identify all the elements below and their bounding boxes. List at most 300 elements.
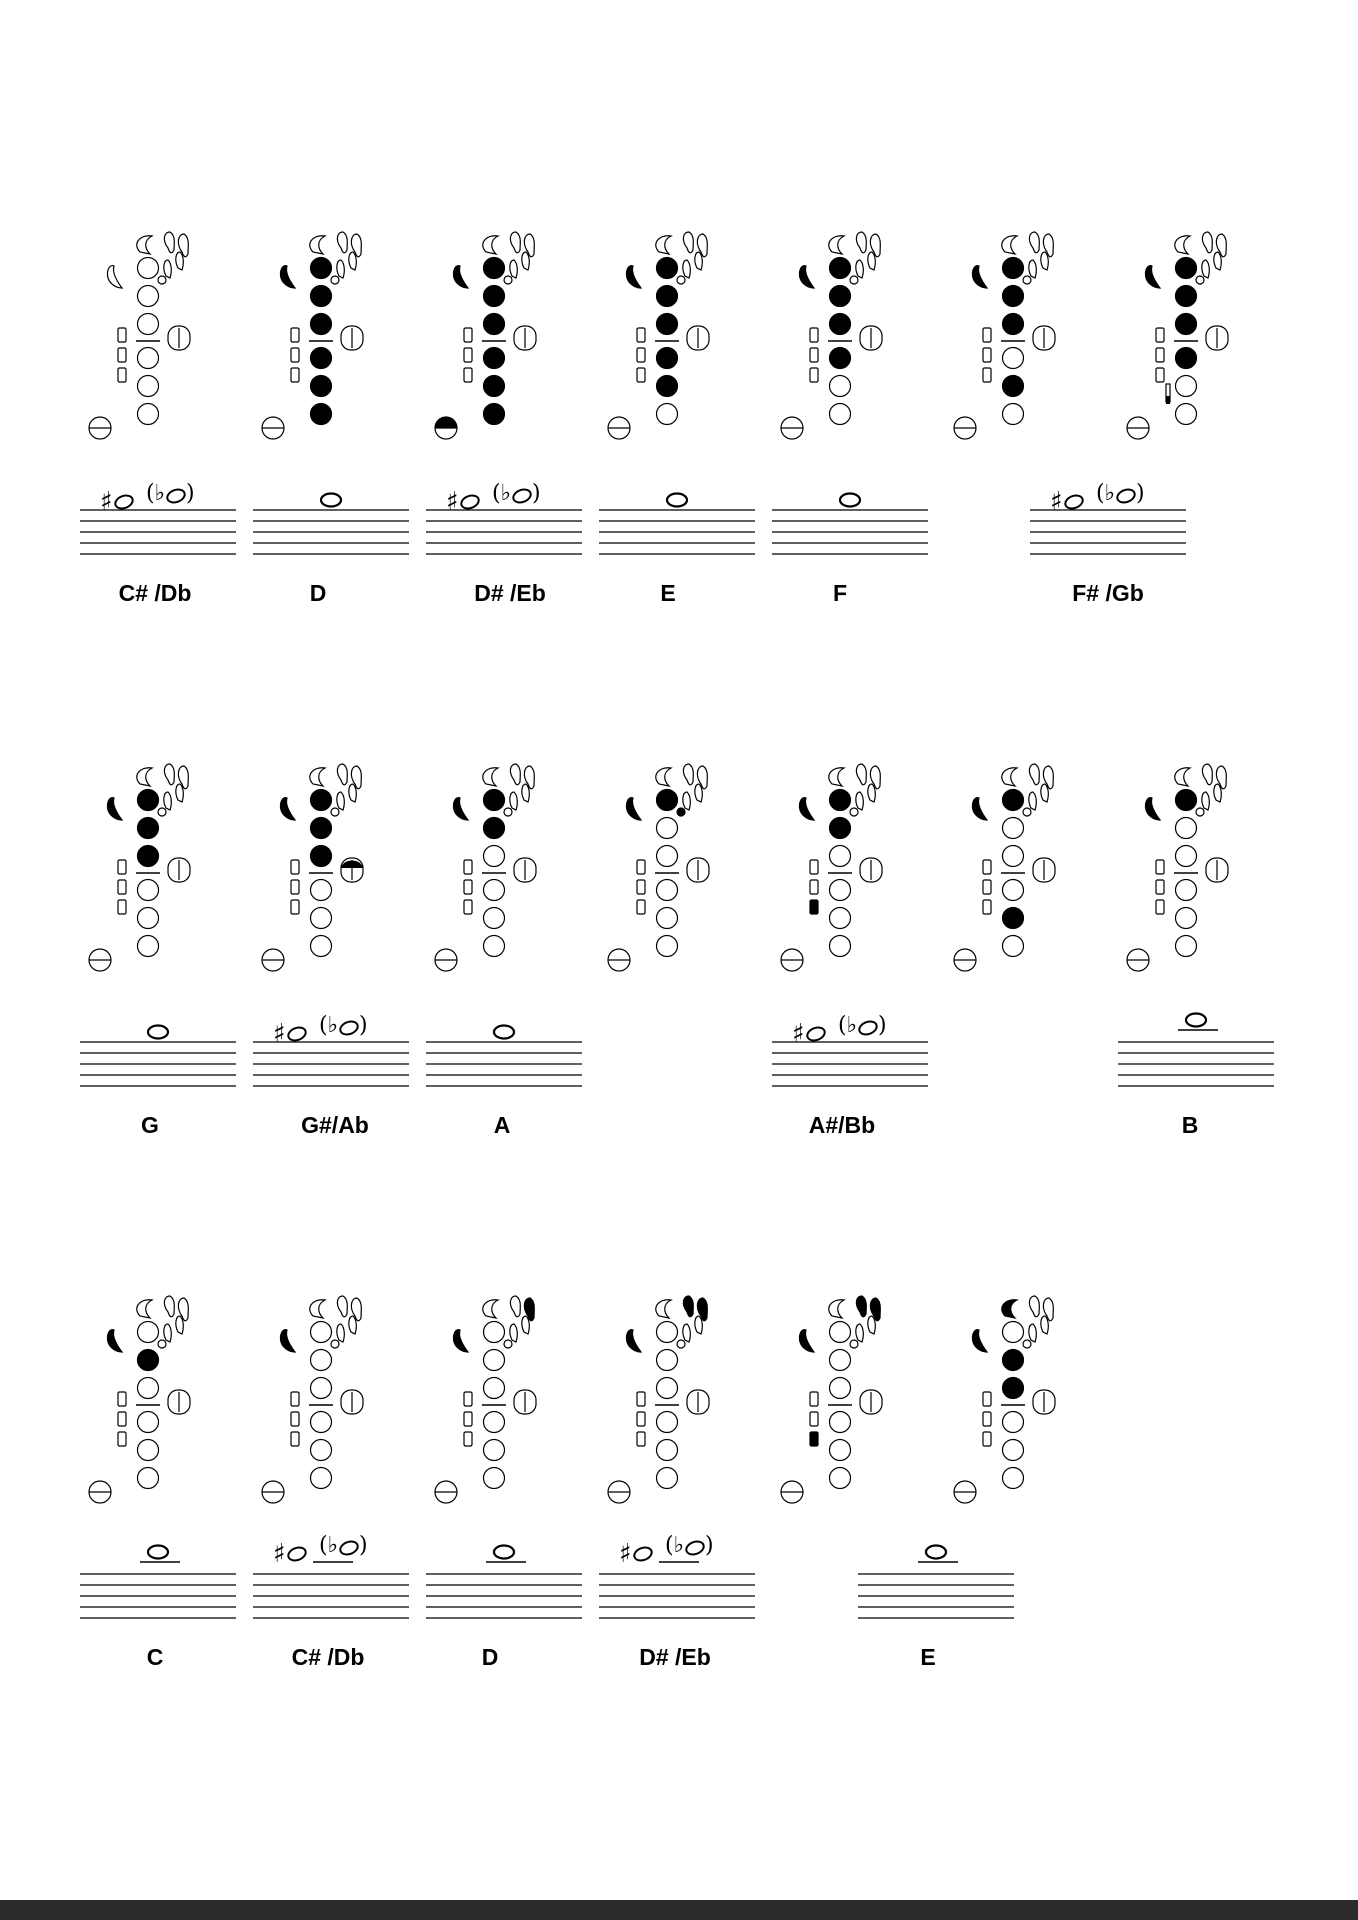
note-head — [840, 494, 860, 507]
sharp-sign: ♯ — [100, 487, 113, 517]
palm-key-2 — [856, 764, 866, 785]
tone-hole-4 — [830, 880, 851, 901]
tone-hole-2 — [657, 818, 678, 839]
palm-key-3 — [1043, 234, 1053, 257]
side-palm-key — [510, 260, 517, 278]
side-palm-key — [349, 784, 356, 802]
side-key-2 — [1156, 880, 1164, 894]
fingering-diagram — [434, 230, 554, 475]
small-key — [850, 808, 858, 816]
side-key-3 — [464, 1432, 472, 1446]
side-palm-key — [1041, 1316, 1048, 1334]
palm-key-1 — [1175, 768, 1190, 786]
side-palm-key — [683, 260, 690, 278]
tone-hole-3 — [311, 314, 332, 335]
note-label: A#/Bb — [808, 1112, 876, 1138]
side-palm-key — [337, 260, 344, 278]
tone-hole-5 — [311, 1440, 332, 1461]
tone-hole-6 — [657, 936, 678, 957]
octave-key — [972, 1330, 987, 1352]
side-key-3 — [291, 368, 299, 382]
note-label: B — [1181, 1112, 1199, 1138]
staff — [253, 470, 409, 575]
low-key-fill — [435, 417, 457, 428]
side-key-1 — [118, 328, 126, 342]
side-palm-key — [868, 784, 875, 802]
palm-key-2 — [1202, 232, 1212, 253]
side-key-1 — [810, 328, 818, 342]
side-palm-key — [337, 1324, 344, 1342]
tone-hole-2 — [484, 286, 505, 307]
staff — [858, 1534, 1014, 1639]
side-palm-key — [1029, 792, 1036, 810]
side-key-3 — [810, 368, 818, 382]
side-key-1 — [464, 860, 472, 874]
side-palm-key — [1029, 260, 1036, 278]
octave-key — [280, 798, 295, 820]
octave-key — [107, 266, 122, 288]
octave-key — [799, 1330, 814, 1352]
side-palm-key — [510, 792, 517, 810]
side-key-1 — [291, 328, 299, 342]
tone-hole-3 — [138, 1378, 159, 1399]
flat-sign: (♭ — [1096, 481, 1115, 506]
tone-hole-6 — [1176, 404, 1197, 425]
tone-hole-1 — [830, 790, 851, 811]
side-key-2 — [118, 348, 126, 362]
palm-key-2 — [683, 232, 693, 253]
side-key-3 — [291, 1432, 299, 1446]
palm-key-2 — [856, 1296, 866, 1317]
tone-hole-3 — [657, 314, 678, 335]
tone-hole-3 — [1176, 846, 1197, 867]
fingering-diagram — [88, 762, 208, 1007]
note-head — [494, 1546, 514, 1559]
palm-key-3 — [351, 234, 361, 257]
small-key — [1196, 808, 1204, 816]
side-key-1 — [983, 1392, 991, 1406]
tone-hole-4 — [657, 880, 678, 901]
palm-key-2 — [510, 1296, 520, 1317]
side-key-2 — [1156, 348, 1164, 362]
octave-key — [626, 798, 641, 820]
palm-key-2 — [1029, 1296, 1039, 1317]
note-label: G — [141, 1112, 159, 1138]
side-key-2 — [291, 348, 299, 362]
tone-hole-6 — [484, 404, 505, 425]
tone-hole-1 — [1176, 258, 1197, 279]
tone-hole-1 — [484, 258, 505, 279]
tone-hole-2 — [311, 286, 332, 307]
side-palm-key — [695, 1316, 702, 1334]
octave-key — [280, 266, 295, 288]
staff — [1118, 1002, 1274, 1107]
palm-key-1 — [483, 236, 498, 254]
tone-hole-6 — [1003, 404, 1024, 425]
side-key-1 — [810, 1392, 818, 1406]
note-label: E — [660, 580, 676, 606]
tone-hole-2 — [830, 818, 851, 839]
note-head — [494, 1026, 514, 1039]
palm-key-3 — [1216, 234, 1226, 257]
palm-key-3 — [697, 766, 707, 789]
paren: ) — [359, 1533, 368, 1558]
note-head — [632, 1545, 653, 1562]
side-palm-key — [1029, 1324, 1036, 1342]
flat-sign: (♭ — [492, 481, 511, 506]
staff — [772, 470, 928, 575]
side-key-3 — [810, 1432, 818, 1446]
tone-hole-3 — [1003, 1378, 1024, 1399]
palm-key-2 — [510, 764, 520, 785]
palm-key-2 — [683, 1296, 693, 1317]
tone-hole-2 — [1176, 818, 1197, 839]
flat-sign: (♭ — [319, 1013, 338, 1038]
palm-key-1 — [137, 1300, 152, 1318]
side-palm-key — [176, 252, 183, 270]
palm-key-3 — [1043, 766, 1053, 789]
side-palm-key — [1202, 792, 1209, 810]
tone-hole-5 — [1003, 1440, 1024, 1461]
palm-key-3 — [178, 766, 188, 789]
tone-hole-3 — [484, 314, 505, 335]
tone-hole-1 — [138, 790, 159, 811]
note-head — [338, 1019, 359, 1036]
tone-hole-4 — [657, 1412, 678, 1433]
note-label: D — [309, 580, 327, 606]
tone-hole-1 — [311, 258, 332, 279]
staff — [599, 470, 755, 575]
side-key-2 — [291, 1412, 299, 1426]
tone-hole-1 — [138, 258, 159, 279]
tone-hole-4 — [657, 348, 678, 369]
side-key-2 — [464, 880, 472, 894]
side-palm-key — [349, 252, 356, 270]
tone-hole-3 — [138, 314, 159, 335]
tone-hole-1 — [484, 790, 505, 811]
side-palm-key — [1041, 784, 1048, 802]
tone-hole-2 — [138, 1350, 159, 1371]
staff — [426, 470, 582, 575]
tone-hole-2 — [1003, 1350, 1024, 1371]
tone-hole-6 — [484, 936, 505, 957]
tone-hole-6 — [830, 404, 851, 425]
tone-hole-4 — [138, 348, 159, 369]
tone-hole-5 — [657, 376, 678, 397]
side-palm-key — [1202, 260, 1209, 278]
side-palm-key — [695, 252, 702, 270]
note-head — [286, 1025, 307, 1042]
note-label: A — [493, 1112, 511, 1138]
palm-key-1 — [137, 236, 152, 254]
tone-hole-3 — [484, 1378, 505, 1399]
note-head — [321, 494, 341, 507]
side-key-2 — [637, 880, 645, 894]
small-key — [504, 1340, 512, 1348]
side-palm-key — [683, 792, 690, 810]
fingering-diagram — [434, 762, 554, 1007]
side-key-1 — [464, 1392, 472, 1406]
note-head — [113, 493, 134, 510]
small-key — [158, 808, 166, 816]
sharp-sign: ♯ — [1050, 487, 1063, 517]
note-head — [165, 487, 186, 504]
note-head — [1063, 493, 1084, 510]
fingering-diagram — [607, 762, 727, 1007]
small-key — [158, 1340, 166, 1348]
tone-hole-6 — [311, 404, 332, 425]
small-key — [1023, 1340, 1031, 1348]
fingering-diagram — [780, 762, 900, 1007]
fingering-diagram — [261, 230, 381, 475]
tone-hole-1 — [1176, 790, 1197, 811]
side-key-1 — [1156, 860, 1164, 874]
fingering-diagram — [953, 1294, 1073, 1539]
small-key — [1196, 276, 1204, 284]
tone-hole-1 — [1003, 790, 1024, 811]
tone-hole-3 — [138, 846, 159, 867]
note-head — [857, 1019, 878, 1036]
note-label: G#/Ab — [301, 1112, 369, 1138]
tone-hole-5 — [657, 908, 678, 929]
small-key — [1023, 808, 1031, 816]
octave-key — [453, 266, 468, 288]
side-key-3 — [464, 900, 472, 914]
f-sharp-key-fill — [1166, 396, 1170, 404]
tone-hole-2 — [138, 286, 159, 307]
tone-hole-3 — [1003, 314, 1024, 335]
side-key-3 — [637, 900, 645, 914]
side-key-3 — [637, 1432, 645, 1446]
side-key-2 — [464, 1412, 472, 1426]
tone-hole-6 — [830, 1468, 851, 1489]
tone-hole-2 — [657, 1350, 678, 1371]
palm-key-1 — [656, 768, 671, 786]
palm-key-2 — [164, 764, 174, 785]
tone-hole-2 — [311, 818, 332, 839]
tone-hole-4 — [484, 1412, 505, 1433]
side-key-2 — [983, 880, 991, 894]
tone-hole-6 — [311, 936, 332, 957]
flat-sign: (♭ — [319, 1533, 338, 1558]
palm-key-2 — [164, 1296, 174, 1317]
tone-hole-2 — [1003, 286, 1024, 307]
tone-hole-3 — [657, 1378, 678, 1399]
octave-key — [107, 1330, 122, 1352]
note-head — [148, 1546, 168, 1559]
palm-key-2 — [683, 764, 693, 785]
palm-key-3 — [351, 766, 361, 789]
tone-hole-5 — [484, 376, 505, 397]
side-palm-key — [176, 1316, 183, 1334]
tone-hole-6 — [138, 1468, 159, 1489]
tone-hole-6 — [311, 1468, 332, 1489]
sharp-sign: ♯ — [446, 487, 459, 517]
small-key — [677, 276, 685, 284]
tone-hole-5 — [830, 376, 851, 397]
tone-hole-2 — [830, 286, 851, 307]
tone-hole-1 — [311, 1322, 332, 1343]
tone-hole-1 — [657, 1322, 678, 1343]
palm-key-1 — [829, 236, 844, 254]
tone-hole-1 — [830, 1322, 851, 1343]
tone-hole-5 — [484, 1440, 505, 1461]
note-label: D# /Eb — [474, 580, 546, 606]
small-key — [850, 276, 858, 284]
small-key — [677, 1340, 685, 1348]
tone-hole-5 — [311, 908, 332, 929]
side-palm-key — [164, 792, 171, 810]
side-key-3 — [983, 1432, 991, 1446]
fingering-diagram — [434, 1294, 554, 1539]
sharp-sign: ♯ — [619, 1539, 632, 1569]
palm-key-3 — [178, 234, 188, 257]
side-palm-key — [522, 1316, 529, 1334]
tone-hole-2 — [657, 286, 678, 307]
tone-hole-1 — [657, 790, 678, 811]
small-key — [331, 808, 339, 816]
octave-key — [626, 266, 641, 288]
note-head — [459, 493, 480, 510]
tone-hole-5 — [1003, 376, 1024, 397]
staff — [80, 1002, 236, 1107]
tone-hole-4 — [1003, 1412, 1024, 1433]
side-palm-key — [337, 792, 344, 810]
tone-hole-1 — [311, 790, 332, 811]
side-key-3 — [983, 368, 991, 382]
note-head — [511, 487, 532, 504]
small-key — [331, 276, 339, 284]
small-key — [158, 276, 166, 284]
tone-hole-3 — [311, 846, 332, 867]
note-head — [148, 1026, 168, 1039]
palm-key-1 — [829, 1300, 844, 1318]
side-palm-key — [1214, 784, 1221, 802]
tone-hole-1 — [484, 1322, 505, 1343]
palm-key-2 — [856, 232, 866, 253]
tone-hole-1 — [1003, 1322, 1024, 1343]
side-palm-key — [164, 1324, 171, 1342]
tone-hole-1 — [657, 258, 678, 279]
fingering-diagram — [953, 762, 1073, 1007]
palm-key-1 — [483, 768, 498, 786]
palm-key-3 — [870, 234, 880, 257]
palm-key-3 — [178, 1298, 188, 1321]
tone-hole-4 — [1003, 880, 1024, 901]
palm-key-1 — [1175, 236, 1190, 254]
sharp-sign: ♯ — [273, 1019, 286, 1049]
side-key-3 — [118, 368, 126, 382]
small-key — [504, 808, 512, 816]
tone-hole-6 — [138, 936, 159, 957]
fingering-diagram — [953, 230, 1073, 475]
side-key-3 — [118, 900, 126, 914]
side-key-3 — [637, 368, 645, 382]
side-key-2 — [118, 1412, 126, 1426]
palm-key-2 — [1029, 764, 1039, 785]
tone-hole-4 — [830, 348, 851, 369]
side-palm-key — [522, 784, 529, 802]
octave-key — [453, 798, 468, 820]
side-key-3 — [464, 368, 472, 382]
tone-hole-3 — [1176, 314, 1197, 335]
palm-key-3 — [524, 234, 534, 257]
tone-hole-1 — [1003, 258, 1024, 279]
note-head — [684, 1539, 705, 1556]
side-palm-key — [856, 1324, 863, 1342]
staff — [426, 1002, 582, 1107]
side-key-1 — [983, 860, 991, 874]
note-head — [926, 1546, 946, 1559]
side-key-1 — [291, 860, 299, 874]
tone-hole-5 — [138, 908, 159, 929]
paren: ) — [359, 1013, 368, 1038]
side-key-3 — [810, 900, 818, 914]
small-key — [677, 808, 685, 816]
side-key-1 — [983, 328, 991, 342]
side-key-2 — [810, 348, 818, 362]
tone-hole-4 — [138, 880, 159, 901]
tone-hole-5 — [1176, 376, 1197, 397]
paren: ) — [705, 1533, 714, 1558]
palm-key-1 — [1002, 1300, 1017, 1318]
note-label: C# /Db — [118, 580, 192, 606]
side-key-1 — [291, 1392, 299, 1406]
tone-hole-5 — [830, 908, 851, 929]
fingering-diagram — [780, 1294, 900, 1539]
side-key-1 — [637, 1392, 645, 1406]
palm-key-1 — [1002, 768, 1017, 786]
note-head — [1115, 487, 1136, 504]
side-palm-key — [522, 252, 529, 270]
fingering-diagram — [88, 1294, 208, 1539]
side-palm-key — [176, 784, 183, 802]
palm-key-2 — [337, 764, 347, 785]
tone-hole-4 — [484, 880, 505, 901]
tone-hole-5 — [311, 376, 332, 397]
tone-hole-3 — [830, 314, 851, 335]
note-label: F — [832, 580, 848, 606]
fingering-diagram — [607, 1294, 727, 1539]
palm-key-3 — [351, 1298, 361, 1321]
staff — [80, 1534, 236, 1639]
side-palm-key — [856, 792, 863, 810]
octave-key — [280, 1330, 295, 1352]
small-key — [1023, 276, 1031, 284]
palm-key-2 — [1029, 232, 1039, 253]
note-head — [338, 1539, 359, 1556]
flat-sign: (♭ — [665, 1533, 684, 1558]
small-key — [331, 1340, 339, 1348]
side-key-2 — [637, 1412, 645, 1426]
tone-hole-5 — [484, 908, 505, 929]
tone-hole-2 — [484, 1350, 505, 1371]
palm-key-1 — [829, 768, 844, 786]
fingering-diagram — [780, 230, 900, 475]
side-key-2 — [983, 348, 991, 362]
tone-hole-1 — [830, 258, 851, 279]
palm-key-1 — [310, 768, 325, 786]
side-key-1 — [810, 860, 818, 874]
tone-hole-2 — [830, 1350, 851, 1371]
palm-key-2 — [337, 1296, 347, 1317]
fingering-diagram — [1126, 762, 1246, 1007]
fingering-diagram — [261, 1294, 381, 1539]
palm-key-3 — [1216, 766, 1226, 789]
tone-hole-4 — [1176, 880, 1197, 901]
side-palm-key — [1214, 252, 1221, 270]
tone-hole-2 — [138, 818, 159, 839]
